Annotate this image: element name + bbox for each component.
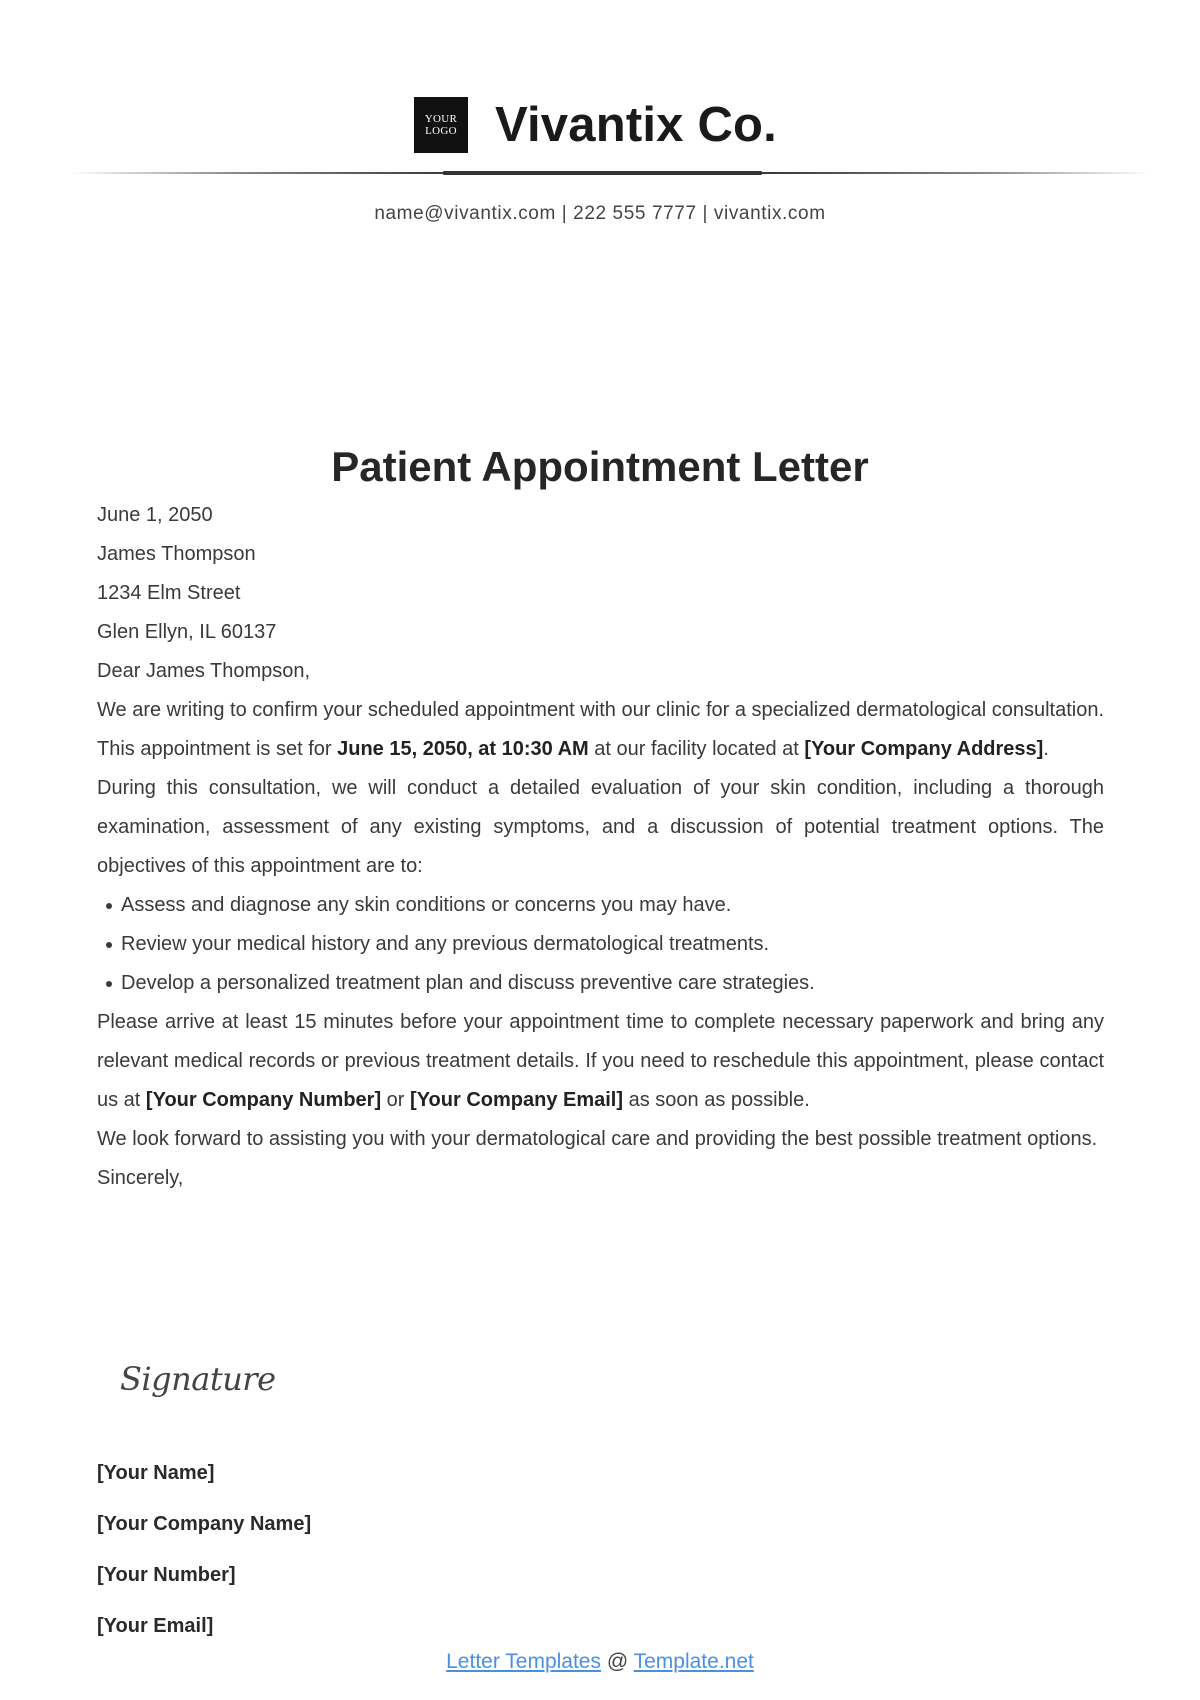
header-divider-accent <box>443 171 762 175</box>
list-item-text: Assess and diagnose any skin conditions or concerns you may have. <box>121 894 732 916</box>
logo-text-line1: YOUR <box>424 113 458 125</box>
bullet-icon <box>106 903 112 909</box>
sender-number: [Your Number] <box>97 1564 236 1586</box>
paragraph-text: as soon as possible. <box>623 1089 810 1111</box>
bullet-icon <box>106 981 112 987</box>
recipient-city: Glen Ellyn, IL 60137 <box>97 621 277 643</box>
document-title: Patient Appointment Letter <box>331 443 869 490</box>
list-item-text: Review your medical history and any previous dermatological treatments. <box>121 933 770 955</box>
sender-company: [Your Company Name] <box>97 1513 312 1535</box>
closing: Sincerely, <box>97 1167 184 1189</box>
company-name: Vivantix Co. <box>495 98 777 152</box>
company-address-placeholder: [Your Company Address] <box>804 738 1044 760</box>
paragraph-text: We are writing to confirm your scheduled appointment with our clinic for a specialized dermatological consultation. This appointment is set for <box>97 699 1104 760</box>
letter-templates-link[interactable]: Letter Templates <box>446 1650 601 1673</box>
brand <box>414 97 777 153</box>
signature: Signature <box>120 1360 276 1398</box>
paragraph-closing: We look forward to assisting you with your dermatological care and providing the best possible treatment options. <box>97 1128 1098 1150</box>
sender-email: [Your Email] <box>97 1615 214 1637</box>
paragraph-text: at our facility located at <box>588 738 805 760</box>
objectives-list <box>97 886 1104 1003</box>
list-item <box>97 925 1104 964</box>
company-email-placeholder: [Your Company Email] <box>410 1089 624 1111</box>
list-item <box>97 886 1104 925</box>
letter-date: June 1, 2050 <box>97 504 213 526</box>
list-item-text: Develop a personalized treatment plan and discuss preventive care strategies. <box>121 972 815 994</box>
recipient-street: 1234 Elm Street <box>97 582 241 604</box>
paragraph-instructions <box>97 1003 1104 1120</box>
sender-block <box>97 1460 311 1664</box>
contact-line: name@vivantix.com | 222 555 7777 | vivantix.com <box>374 203 826 224</box>
logo-text-line2: LOGO <box>425 125 457 137</box>
bullet-icon <box>106 942 112 948</box>
paragraph-text: . <box>1043 738 1049 760</box>
paragraph-text: Please arrive at least 15 minutes before your appointment time to complete necessary paperwork and bring any relevant medical records or previous treatment details. If you need to reschedule this appointment, please contact us at <box>97 1011 1104 1111</box>
letterhead <box>0 0 1200 240</box>
footer <box>0 1650 1200 1674</box>
paragraph-consultation: During this consultation, we will conduct a detailed evaluation of your skin condition, including a thorough examination, assessment of any existing symptoms, and a discussion of potential treatment options. The objectives of this appointment are to: <box>97 777 1104 877</box>
logo-placeholder <box>414 97 468 153</box>
salutation: Dear James Thompson, <box>97 660 311 682</box>
paragraph-text: or <box>381 1089 411 1111</box>
recipient-name: James Thompson <box>97 543 256 565</box>
sender-name: [Your Name] <box>97 1462 215 1484</box>
appointment-datetime: June 15, 2050, at 10:30 AM <box>337 738 589 760</box>
footer-separator: @ <box>601 1650 634 1673</box>
paragraph-confirmation <box>97 691 1104 769</box>
template-net-link[interactable]: Template.net <box>633 1650 754 1673</box>
list-item <box>97 964 1104 1003</box>
company-number-placeholder: [Your Company Number] <box>145 1089 382 1111</box>
letter-body <box>97 496 1104 1198</box>
